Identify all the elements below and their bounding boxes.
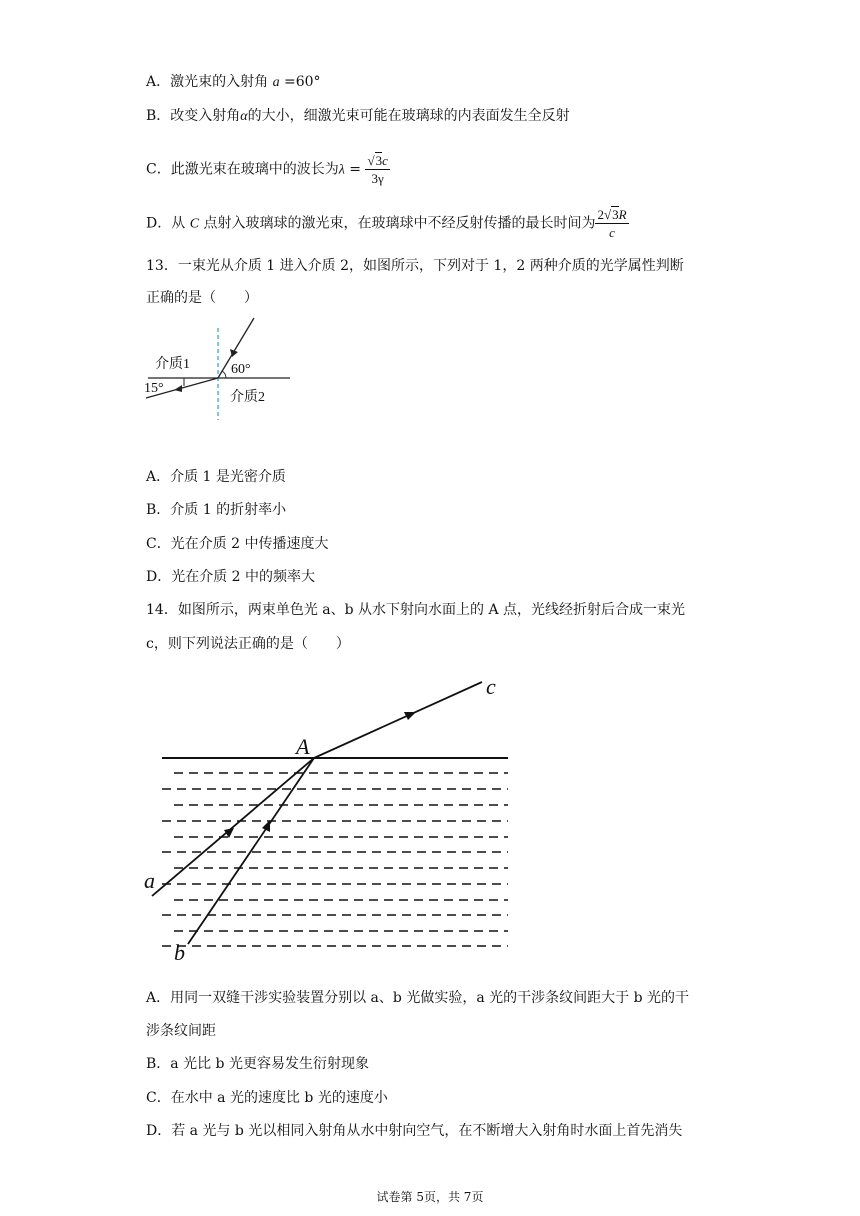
q12-option-a <box>146 72 321 93</box>
q14-point-a-label: A <box>296 734 310 759</box>
q12-option-d <box>146 206 629 242</box>
q13-stem-line2: 正确的是（ ） <box>146 290 258 306</box>
q12-d-prefix: D．从 <box>146 215 190 232</box>
q14-stem-line2: c，则下列说法正确的是（ ） <box>146 636 350 652</box>
q12-d-num-var: R <box>618 207 627 222</box>
q12-b-var: α <box>240 109 248 124</box>
q13-medium2-label: 介质2 <box>230 390 265 405</box>
q14-water-dashes <box>162 773 508 946</box>
q12-d-den: c <box>609 225 615 240</box>
q14-figure <box>140 672 520 966</box>
q14-option-d: D．若 a 光与 b 光以相同入射角从水中射向空气，在不断增大入射角时水面上首先消失 <box>146 1123 683 1139</box>
q12-c-num-root: 3 <box>375 153 383 168</box>
q12-option-c <box>146 152 390 188</box>
q12-c-fraction: $\frac{√3c}{3\gamma}$ <box>367 153 388 186</box>
q12-d-num-root: 3 <box>612 207 619 222</box>
q13-figure <box>140 312 300 422</box>
q12-a-prefix: A．激光束的入射角 <box>146 74 273 90</box>
q12-d-num-coef: 2 <box>597 207 604 222</box>
q14-option-a-line1: A．用同一双缝干涉实验装置分别以 a、b 光做实验，a 光的干涉条纹间距大于 b 光的干 <box>146 990 689 1006</box>
q13-option-a: A．介质 1 是光密介质 <box>146 469 286 485</box>
q12-b-suffix: 的大小，细激光束可能在玻璃球的内表面发生全反射 <box>247 108 570 124</box>
q14-ray-c-label: c <box>486 674 496 699</box>
q13-angle-60-label: 60° <box>231 362 251 377</box>
q13-stem-line1: 13．一束光从介质 1 进入介质 2，如图所示，下列对于 1，2 两种介质的光学属性判断 <box>146 258 684 274</box>
page-footer: 试卷第 5页，共 7页 <box>376 1190 484 1204</box>
q14-ray-b <box>188 758 314 944</box>
q13-angle-15-label: 15° <box>144 381 164 396</box>
q13-medium1-label: 介质1 <box>155 357 190 372</box>
q13-option-b: B．介质 1 的折射率小 <box>146 502 287 518</box>
q13-angle-arc-60 <box>222 371 226 378</box>
q14-option-b: B．a 光比 b 光更容易发生衍射现象 <box>146 1056 369 1072</box>
q12-d-suffix: 点射入玻璃球的激光束，在玻璃球中不经反射传播的最长时间为 <box>199 215 596 232</box>
q14-stem-line1: 14．如图所示，两束单色光 a、b 从水下射向水面上的 A 点，光线经折射后合成一束光 <box>146 602 686 618</box>
q14-ray-c <box>314 682 482 758</box>
q13-option-c: C．光在介质 2 中传播速度大 <box>146 536 329 552</box>
q13-refracted-arrow <box>174 385 182 392</box>
q12-c-prefix: C．此激光束在玻璃中的波长为 <box>146 161 339 178</box>
q12-c-eq: = <box>344 161 366 178</box>
q14-ray-a <box>152 758 314 896</box>
q12-a-var: a <box>272 75 280 90</box>
q14-option-c: C．在水中 a 光的速度比 b 光的速度小 <box>146 1090 388 1106</box>
q14-ray-a-label: a <box>144 868 155 893</box>
q12-d-var: C <box>189 216 200 232</box>
q12-c-num-var: c <box>382 153 388 168</box>
q14-option-a-line2: 涉条纹间距 <box>146 1023 216 1039</box>
q12-c-var: λ <box>338 162 345 178</box>
q12-d-fraction: $\frac{2√3R}{c}$ <box>597 207 627 240</box>
q12-a-suffix: =60° <box>279 74 321 90</box>
q13-option-d: D．光在介质 2 中的频率大 <box>146 569 316 585</box>
q12-c-den: 3γ <box>371 171 384 186</box>
q12-option-b <box>146 106 570 127</box>
q12-b-prefix: B．改变入射角 <box>146 108 241 124</box>
q14-ray-b-label: b <box>174 940 185 965</box>
